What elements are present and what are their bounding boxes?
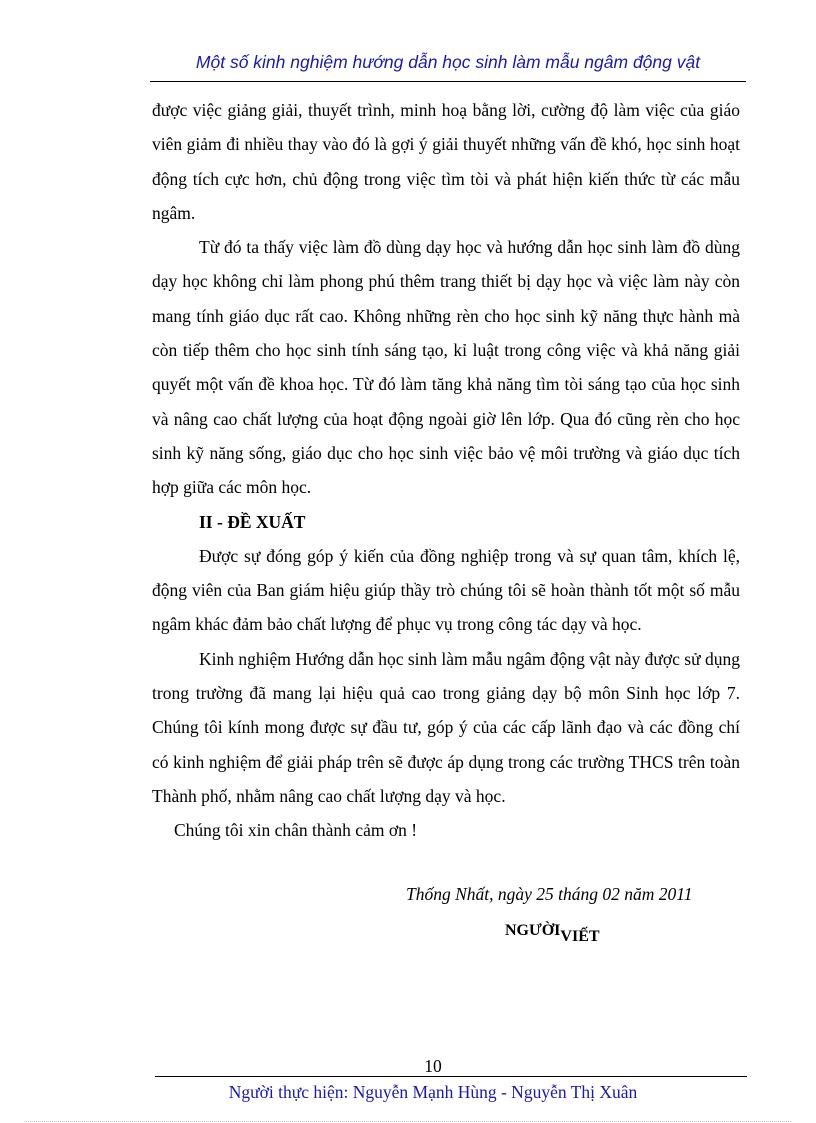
body-paragraph: Được sự đóng góp ý kiến của đồng nghiệp trong và sự quan tâm, khích lệ, động viên của Ban giám hiệu giúp thầy trò chúng tôi sẽ hoàn thành tốt một số mẫu ngâm khác đảm bảo chất lượng để phục vụ trong công tác dạy và học.	[152, 545, 740, 635]
header-divider	[150, 81, 746, 82]
footer-divider	[155, 1076, 747, 1077]
section-heading: II - ĐỀ XUẤT	[199, 511, 306, 532]
document-body	[152, 93, 740, 848]
page-header-title: Một số kinh nghiệm hướng dẫn học sinh làm mẫu ngâm động vật	[195, 52, 701, 72]
body-paragraph: Kinh nghiệm Hướng dẫn học sinh làm mẫu ngâm động vật này được sử dụng trong trường đã mang lại hiệu quả cao trong giảng dạy bộ môn Sinh học lớp 7. Chúng tôi kính mong được sự đầu tư, góp ý của các cấp lãnh đạo và các đồng chí có kinh nghiệm để giải pháp trên sẽ được áp dụng trong các trường THCS trên toàn Thành phố, nhằm nâng cao chất lượng dạy và học.	[152, 648, 740, 806]
signature-title-part1: NGƯỜI	[505, 922, 561, 939]
body-paragraph-continuation: được việc giảng giải, thuyết trình, minh hoạ bằng lời, cường độ làm việc của giáo viên giảm đi nhiều thay vào đó là gợi ý giải thuyết những vấn đề khó, học sinh hoạt động tích cực hơn, chủ động trong việc tìm tòi và phát hiện kiến thức từ các mẫu ngâm.	[152, 100, 740, 223]
body-paragraph: Từ đó ta thấy việc làm đồ dùng dạy học và hướng dẫn học sinh làm đồ dùng dạy học không chỉ làm phong phú thêm trang thiết bị dạy học và việc làm này còn mang tính giáo dục rất cao. Không những rèn cho học sinh kỹ năng thực hành mà còn tiếp thêm cho học sinh tính sáng tạo, kỉ luật trong công việc và khả năng giải quyết một vấn đề khoa học. Từ đó làm tăng khả năng tìm tòi sáng tạo của học sinh và nâng cao chất lượng của hoạt động ngoài giờ lên lớp. Qua đó cũng rèn cho học sinh kỹ năng sống, giáo dục cho học sinh việc bảo vệ môi trường và giáo dục tích hợp giữa các môn học.	[152, 237, 740, 498]
page-number: 10	[424, 1056, 442, 1076]
page-bottom-edge	[25, 1121, 791, 1122]
signature-title-part2: VIẾT	[560, 928, 600, 945]
closing-thanks: Chúng tôi xin chân thành cảm ơn !	[174, 820, 418, 841]
signature-title	[505, 922, 600, 945]
footer-author: Người thực hiện: Nguyễn Mạnh Hùng - Nguyễn Thị Xuân	[228, 1082, 638, 1102]
signature-date: Thống Nhất, ngày 25 tháng 02 năm 2011	[406, 884, 693, 904]
